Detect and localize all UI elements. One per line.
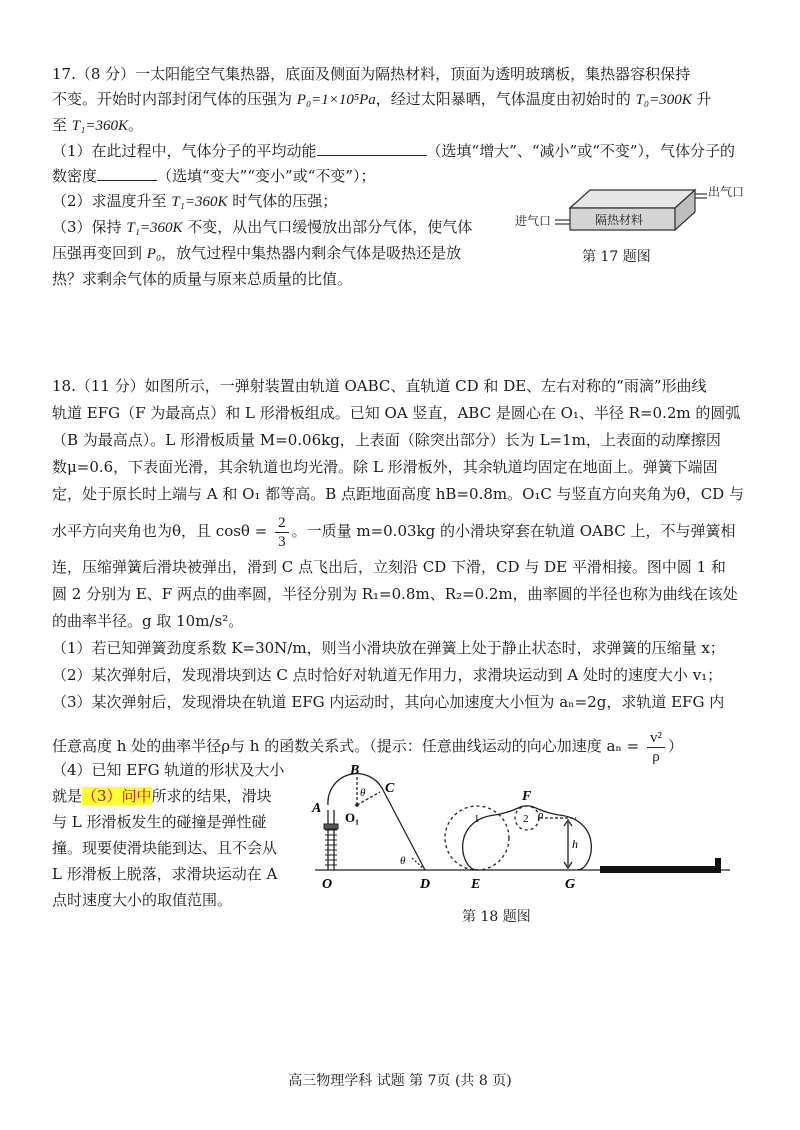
label-g: G xyxy=(565,877,576,892)
q18-line-4: 数μ=0.6，下表面光滑，其余轨道也均光滑。除 L 形滑板外，其余轨道均固定在地面上。弹簧下端固 xyxy=(52,458,718,476)
label-circle-1: 1 xyxy=(474,813,480,825)
label-f: F xyxy=(522,789,532,804)
q17-line-1: 17.（8 分）一太阳能空气集热器，底面及侧面为隔热材料，顶面为透明玻璃板，集热器容积保持 xyxy=(52,65,691,83)
q17-part-1: （1）在此过程中，气体分子的平均动能 （选填“增大”、“减小”或“不变”），气体分子的 xyxy=(52,142,736,160)
q18-line-8: 圆 2 分别为 E、F 两点的曲率圆，半径分别为 R₁=0.8m、R₂=0.2m，曲率圆的半径也称为曲线在该处 xyxy=(52,585,738,603)
answer-blank-1[interactable] xyxy=(317,141,427,156)
q18-part-3: （3）某次弹射后，发现滑块在轨道 EFG 内运动时，其向心加速度大小恒为 aₙ=2g，求轨道 EFG 内 xyxy=(52,693,725,711)
outlet-label: 出气口 xyxy=(708,185,745,199)
spring-cap xyxy=(324,824,338,829)
board-stopper xyxy=(715,858,721,873)
q18-line-5: 定，处于原长时上端与 A 和 O₁ 都等高。B 点距地面高度 hB=0.8m。O₁C 与竖直方向夹角为θ，CD 与 xyxy=(52,485,744,503)
q18-part-1: （1）若已知弹簧劲度系数 K=30N/m，则当小滑块放在弹簧上处于静止状态时，求弹簧的压缩量 x； xyxy=(52,639,725,657)
q17-line-9: 热？求剩余气体的质量与原来总质量的比值。 xyxy=(52,270,353,288)
part4-line-6: 点时速度大小的取值范围。 xyxy=(52,891,233,909)
q17-line-8: 压强再变回到 P₀，放气过程中集热器内剩余气体是吸热还是放 xyxy=(52,244,462,262)
label-e: E xyxy=(471,877,481,892)
label-c: C xyxy=(385,781,395,796)
cos-fraction: $\frac{2}{3}$ xyxy=(275,514,289,551)
inlet-label: 进气口 xyxy=(515,214,552,228)
q18-part-4 xyxy=(52,757,312,913)
spring xyxy=(324,824,338,865)
label-theta-bottom: θ xyxy=(400,855,406,867)
label-o: O xyxy=(322,877,333,892)
collector-top xyxy=(570,190,695,208)
figure-17 xyxy=(515,180,765,240)
figure-17-caption: 第 17 题图 xyxy=(582,249,651,265)
angle-guide xyxy=(412,858,425,870)
arc-abc xyxy=(328,774,383,805)
part4-line-1: （4）已知 EFG 轨道的形状及大小 xyxy=(52,761,285,779)
label-circle-2: 2 xyxy=(523,813,529,825)
figure-18-caption: 第 18 题图 xyxy=(462,909,531,925)
insulation-label: 隔热材料 xyxy=(595,213,644,227)
q18-hint-line: 任意高度 h 处的曲率半径ρ与 h 的函数关系式。（提示：任意曲线运动的向心加速度 aₙ = $\frac{\text{v²}}{\rho}$ ） xyxy=(52,729,684,765)
label-rho: ρ xyxy=(538,809,544,821)
q18-line-2: 轨道 EFG（F 为最高点）和 L 形滑板组成。已知 OA 竖直，ABC 是圆心在 O₁、半径 R=0.2m 的圆弧 xyxy=(52,404,741,422)
part4-line-5: L 形滑板上脱落，求滑块运动在 A xyxy=(52,865,278,883)
part4-line-4: 撞。现要使滑块能到达、且不会从 xyxy=(52,839,278,857)
hint-fraction: $\frac{\text{v²}}{\rho}$ xyxy=(647,729,665,766)
q17-line-2: 不变。开始时内部封闭气体的压强为 P₀=1×10⁵Pa，经过太阳暴晒，气体温度由初始时的 T₀=300K 升 xyxy=(52,90,712,108)
q18-cos-line: 水平方向夹角也为θ，且 cosθ = $\frac{2}{3}$ 。一质量 m=0.03kg 的小滑块穿套在轨道 OABC 上，不与弹簧相 xyxy=(52,514,736,550)
q17-part-3: （3）保持 T₁=360K 不变，从出气口缓慢放出部分气体，使气体 xyxy=(52,218,473,236)
label-a: A xyxy=(312,801,322,816)
figure-18 xyxy=(300,760,740,900)
q18-line-3: （B 为最高点）。L 形滑板质量 M=0.06kg，上表面（除突出部分）长为 L=1m，上表面的动摩擦因 xyxy=(52,431,721,449)
question-18 xyxy=(52,373,772,772)
label-o1: O₁ xyxy=(345,810,360,825)
q18-line-7: 连，压缩弹簧后滑块被弹出，滑到 C 点飞出后，立刻沿 CD 下滑，CD 与 DE 平滑相接。图中圆 1 和 xyxy=(52,558,726,576)
label-d: D xyxy=(420,877,431,892)
q18-line-9: 的曲率半径。g 取 10m/s²。 xyxy=(52,612,244,630)
q17-line-3: 至 T₁=360K。 xyxy=(52,116,143,134)
center-o1 xyxy=(355,803,359,807)
q17-line-5: 数密度 （选填“变大”“变小”或“不变”）； xyxy=(52,167,376,185)
q18-part-2: （2）某次弹射后，发现滑块到达 C 点时恰好对轨道无作用力，求滑块运动到 A 处时的速度大小 v₁； xyxy=(52,666,723,684)
answer-blank-2[interactable] xyxy=(97,166,157,181)
page-footer: 高三物理学科 试题 第 7页 (共 8 页) xyxy=(288,1073,512,1089)
label-b: B xyxy=(350,763,360,778)
part4-line-3: 与 L 形滑板发生的碰撞是弹性碰 xyxy=(52,813,267,831)
highlight-reference: （3）问中 xyxy=(82,787,152,805)
part4-line-2: 就是（3）问中所求的结果，滑块 xyxy=(52,787,272,805)
l-shaped-board xyxy=(600,866,715,873)
q17-part-2: （2）求温度升至 T₁=360K 时气体的压强； xyxy=(52,192,338,210)
label-theta-top: θ xyxy=(360,787,366,799)
label-h: h xyxy=(572,837,578,851)
q18-line-1: 18.（11 分）如图所示，一弹射装置由轨道 OABC、直轨道 CD 和 DE、左右对称的“雨滴”形曲线 xyxy=(52,377,707,395)
